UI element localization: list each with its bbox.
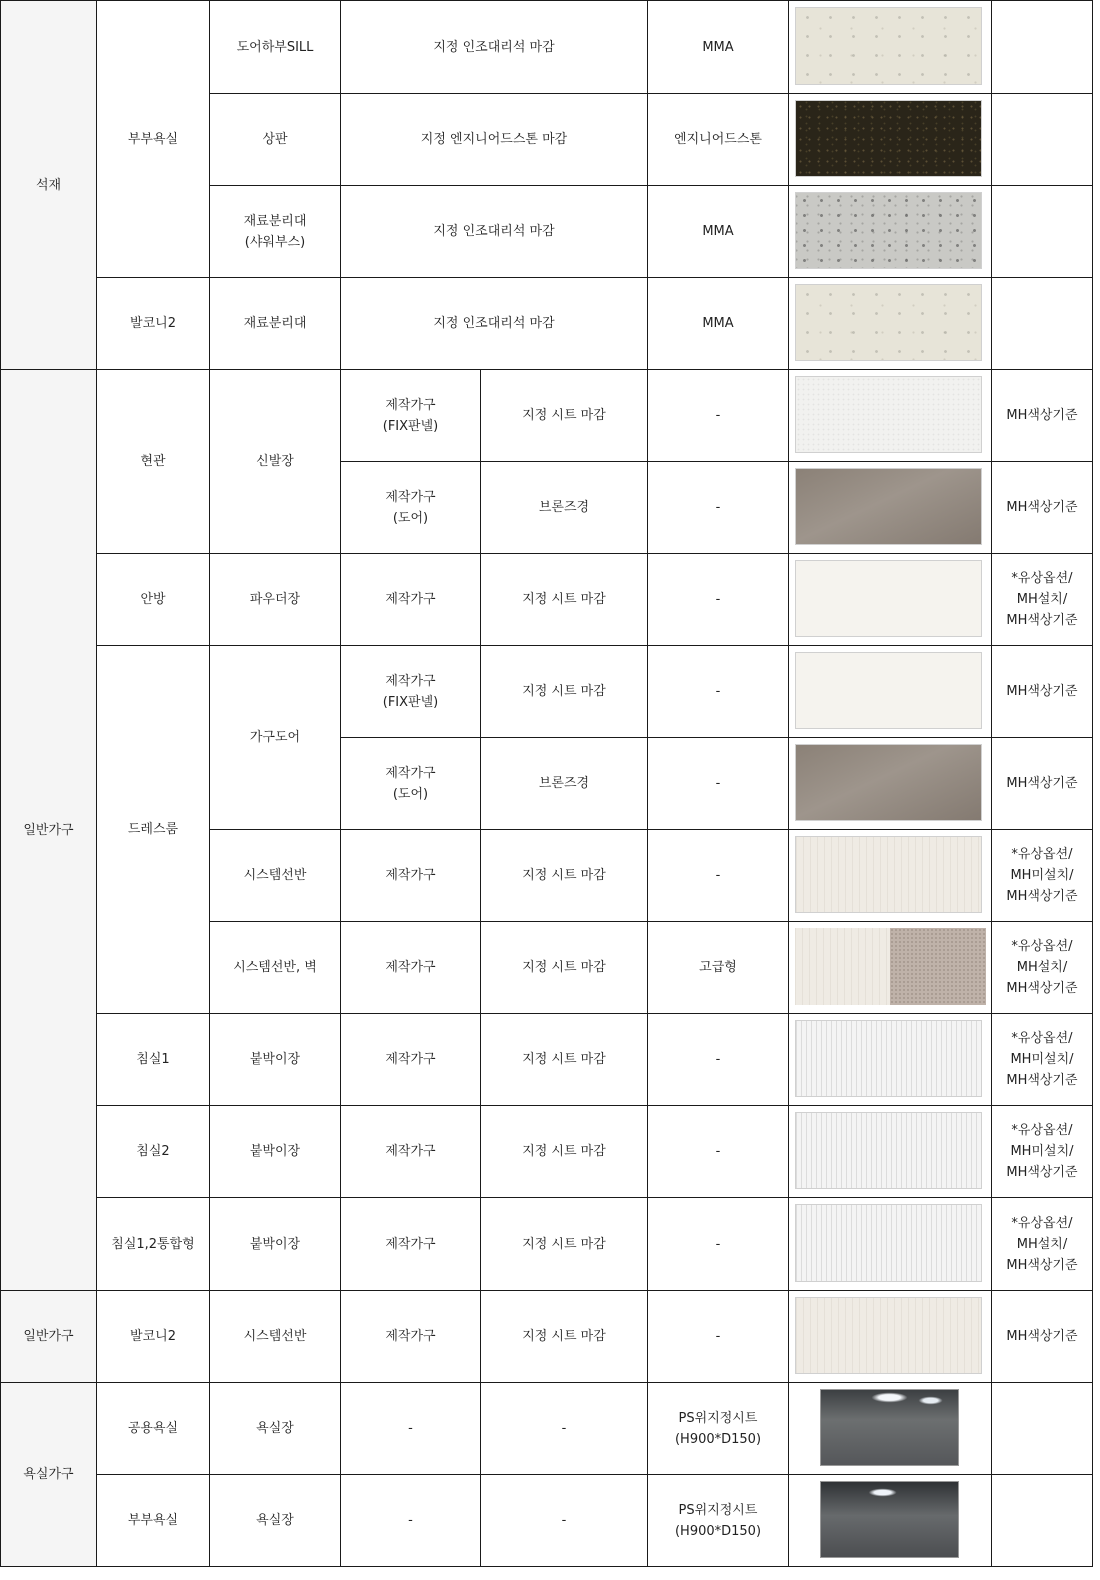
grid-line-h	[96, 645, 1093, 646]
item-cell-text: 붙박이장	[249, 1236, 301, 1252]
grid-line-h	[0, 369, 1093, 370]
type-cell-text: 제작가구 (FIX판넬)	[382, 397, 439, 434]
spec-cell-text: 지정 시트 마감	[522, 1052, 606, 1067]
spec-cell-text: 지정 시트 마감	[522, 408, 606, 423]
note-cell	[992, 1198, 1092, 1290]
category-cell-text: 일반가구	[23, 822, 74, 838]
spec-cell	[481, 462, 647, 553]
grid-line-v	[96, 0, 97, 1567]
note-cell	[992, 554, 1092, 645]
note-cell	[992, 94, 1092, 185]
item-cell	[210, 1198, 340, 1290]
note-cell	[992, 462, 1092, 553]
room-cell	[97, 1198, 209, 1290]
spec-cell	[481, 1291, 647, 1382]
item-cell	[210, 370, 340, 553]
type-cell	[341, 1475, 480, 1566]
grade-cell	[648, 554, 788, 645]
room-cell-text: 부부욕실	[127, 1513, 179, 1528]
spec-cell	[481, 830, 647, 921]
item-cell-text: 재료분리대 (샤워부스)	[243, 213, 307, 250]
room-cell-text: 침실1,2통합형	[111, 1236, 195, 1252]
note-cell	[992, 1383, 1092, 1474]
grid-line-v	[480, 369, 481, 1567]
note-cell-text: *유상옵션/ MH미설치/ MH색상기준	[1006, 1031, 1078, 1088]
note-cell	[992, 278, 1092, 369]
room-cell-text: 안방	[140, 592, 166, 607]
material-swatch	[795, 1204, 982, 1282]
note-cell	[992, 646, 1092, 737]
grid-line-h	[96, 277, 1093, 278]
item-cell	[210, 94, 340, 185]
spec-cell-text: 지정 인조대리석 마감	[433, 316, 555, 331]
note-cell	[992, 738, 1092, 829]
note-cell-text: MH색상기준	[1006, 684, 1078, 699]
grid-line-v	[209, 0, 210, 1567]
item-cell	[210, 1383, 340, 1474]
grade-cell-text: PS위지정시트 (H900*D150)	[674, 1410, 762, 1447]
spec-cell	[481, 1383, 647, 1474]
grade-cell-text: -	[715, 776, 721, 791]
room-cell-text: 부부욕실	[127, 131, 179, 147]
note-cell-text: *유상옵션/ MH설치/ MH색상기준	[1006, 939, 1078, 996]
spec-cell-text: -	[561, 1421, 567, 1436]
note-cell	[992, 370, 1092, 461]
room-cell	[97, 278, 209, 369]
grid-line-h	[0, 1290, 1093, 1291]
grid-line-h	[340, 737, 1093, 738]
item-cell-text: 붙박이장	[249, 1144, 301, 1159]
item-cell	[210, 830, 340, 921]
grid-line-h	[96, 553, 1093, 554]
spec-cell-text: 브론즈경	[538, 776, 590, 791]
item-cell-text: 도어하부SILL	[236, 39, 314, 55]
grid-line-h	[209, 829, 1093, 830]
item-cell	[210, 1, 340, 93]
room-cell-text: 공용욕실	[127, 1421, 179, 1436]
spec-cell	[481, 738, 647, 829]
grid-line-h	[0, 0, 1093, 1]
material-swatch	[795, 376, 982, 453]
grid-line-h	[96, 1197, 1093, 1198]
room-cell-text: 드레스룸	[127, 822, 179, 837]
grade-cell	[648, 738, 788, 829]
type-cell	[341, 1106, 480, 1197]
grid-line-h	[209, 185, 1093, 186]
material-swatch	[795, 560, 982, 637]
item-cell-text: 시스템선반, 벽	[233, 960, 317, 975]
item-cell	[210, 1106, 340, 1197]
item-cell	[210, 554, 340, 645]
type-cell-text: 제작가구	[385, 1329, 436, 1344]
grade-cell-text: 엔지니어드스톤	[674, 132, 762, 147]
room-cell	[97, 370, 209, 553]
room-cell-text: 발코니2	[130, 1329, 176, 1344]
type-cell	[341, 1198, 480, 1290]
grade-cell	[648, 1383, 788, 1474]
grid-line-h	[96, 1013, 1093, 1014]
grade-cell-text: -	[715, 408, 721, 423]
note-cell	[992, 1475, 1092, 1566]
item-cell	[210, 278, 340, 369]
item-cell-text: 시스템선반	[243, 1329, 307, 1344]
spec-cell-text: 지정 시트 마감	[522, 1144, 606, 1159]
room-cell-text: 침실2	[136, 1144, 170, 1159]
grade-cell	[648, 186, 788, 277]
grid-line-h	[0, 1382, 1093, 1383]
category-cell-text: 욕실가구	[23, 1467, 74, 1482]
note-cell-text: MH색상기준	[1006, 500, 1078, 515]
note-cell-text: *유상옵션/ MH설치/ MH색상기준	[1006, 571, 1078, 628]
spec-cell	[341, 186, 647, 277]
item-cell-text: 신발장	[256, 454, 294, 469]
cabinet-photo	[820, 1481, 959, 1558]
spec-cell	[481, 922, 647, 1013]
material-swatch	[795, 836, 982, 913]
item-cell-text: 시스템선반	[243, 868, 307, 883]
grid-line-v	[788, 0, 789, 1567]
grid-line-h	[209, 93, 1093, 94]
item-cell-text: 욕실장	[256, 1513, 294, 1528]
note-cell	[992, 830, 1092, 921]
spec-cell	[341, 94, 647, 185]
spec-cell-text: 지정 시트 마감	[522, 592, 606, 607]
item-cell-text: 파우더장	[249, 592, 301, 607]
grade-cell	[648, 922, 788, 1013]
note-cell	[992, 1014, 1092, 1105]
spec-cell	[341, 1, 647, 93]
grade-cell-text: -	[715, 592, 721, 607]
item-cell-text: 붙박이장	[249, 1052, 301, 1067]
item-cell-text: 욕실장	[256, 1421, 294, 1436]
grid-line-v	[991, 0, 992, 1567]
grade-cell	[648, 830, 788, 921]
note-cell-text: MH색상기준	[1006, 1329, 1078, 1344]
grid-line-h	[340, 461, 1093, 462]
note-cell-text: *유상옵션/ MH미설치/ MH색상기준	[1006, 847, 1078, 904]
material-swatch	[795, 1297, 982, 1374]
room-cell	[97, 646, 209, 1013]
grade-cell	[648, 1014, 788, 1105]
material-swatch	[795, 652, 982, 729]
grade-cell	[648, 646, 788, 737]
grid-line-v	[0, 0, 1, 1567]
note-cell	[992, 1106, 1092, 1197]
spec-cell	[481, 1198, 647, 1290]
grade-cell	[648, 1106, 788, 1197]
type-cell	[341, 922, 480, 1013]
spec-cell-text: 지정 시트 마감	[522, 1329, 606, 1344]
note-cell	[992, 922, 1092, 1013]
room-cell	[97, 1014, 209, 1105]
material-swatch	[795, 100, 982, 177]
material-swatch	[795, 1112, 982, 1189]
grade-cell	[648, 1, 788, 93]
spec-cell-text: 지정 엔지니어드스톤 마감	[420, 132, 568, 147]
material-swatch	[890, 928, 986, 1005]
grade-cell-text: 고급형	[699, 960, 737, 975]
room-cell-text: 현관	[140, 454, 166, 469]
grid-line-v	[340, 0, 341, 1567]
spec-cell-text: 지정 인조대리석 마감	[433, 39, 555, 55]
material-swatch	[795, 7, 982, 85]
item-cell	[210, 922, 340, 1013]
grade-cell	[648, 462, 788, 553]
type-cell-text: 제작가구	[385, 868, 436, 883]
room-cell	[97, 1291, 209, 1382]
item-cell-text: 재료분리대	[243, 316, 307, 331]
type-cell	[341, 830, 480, 921]
type-cell-text: 제작가구	[385, 592, 436, 607]
room-cell	[97, 1, 209, 277]
category-cell	[1, 1383, 96, 1566]
grade-cell	[648, 1198, 788, 1290]
grade-cell	[648, 94, 788, 185]
grid-line-h	[96, 1474, 1093, 1475]
spec-cell-text: 브론즈경	[538, 500, 590, 515]
grid-line-h	[209, 921, 1093, 922]
room-cell	[97, 1383, 209, 1474]
room-cell	[97, 1475, 209, 1566]
note-cell	[992, 1291, 1092, 1382]
spec-cell-text: 지정 시트 마감	[522, 684, 606, 699]
type-cell	[341, 1383, 480, 1474]
grade-cell-text: MMA	[702, 39, 734, 55]
item-cell	[210, 646, 340, 829]
cabinet-photo	[820, 1389, 959, 1466]
material-swatch	[795, 1020, 982, 1097]
category-cell-text: 석재	[35, 177, 62, 193]
room-cell	[97, 1106, 209, 1197]
spec-cell	[481, 370, 647, 461]
type-cell-text: 제작가구 (도어)	[385, 765, 436, 802]
grade-cell-text: -	[715, 1329, 721, 1344]
item-cell-text: 가구도어	[249, 730, 301, 745]
spec-cell-text: 지정 시트 마감	[522, 960, 606, 975]
grade-cell-text: PS위지정시트 (H900*D150)	[674, 1502, 762, 1539]
item-cell	[210, 1291, 340, 1382]
grid-line-h	[96, 1105, 1093, 1106]
spec-cell-text: 지정 시트 마감	[522, 868, 606, 883]
grid-line-v	[1092, 0, 1093, 1567]
grade-cell-text: -	[715, 868, 721, 883]
grid-line-v	[647, 0, 648, 1567]
grade-cell	[648, 1475, 788, 1566]
type-cell	[341, 554, 480, 645]
spec-cell	[481, 1014, 647, 1105]
material-swatch	[795, 928, 890, 1005]
type-cell	[341, 646, 480, 737]
grade-cell-text: -	[715, 684, 721, 699]
material-swatch	[795, 468, 982, 545]
grade-cell-text: -	[715, 1236, 721, 1252]
category-cell	[1, 1291, 96, 1382]
note-cell-text: MH색상기준	[1006, 408, 1078, 423]
type-cell-text: 제작가구	[385, 1144, 436, 1159]
item-cell	[210, 1475, 340, 1566]
spec-cell-text: 지정 시트 마감	[522, 1236, 606, 1252]
spec-cell	[481, 1475, 647, 1566]
material-swatch	[795, 744, 982, 821]
note-cell	[992, 186, 1092, 277]
type-cell-text: 제작가구	[385, 960, 436, 975]
item-cell-text: 상판	[262, 132, 288, 147]
grade-cell-text: MMA	[702, 224, 734, 239]
note-cell	[992, 1, 1092, 93]
spec-cell	[481, 554, 647, 645]
category-cell	[1, 370, 96, 1290]
grid-line-h	[0, 1566, 1093, 1567]
type-cell-text: 제작가구 (FIX판넬)	[382, 673, 439, 710]
room-cell-text: 침실1	[136, 1052, 170, 1067]
spec-cell	[481, 1106, 647, 1197]
grade-cell-text: -	[715, 1052, 721, 1067]
type-cell-text: 제작가구	[385, 1052, 436, 1067]
grade-cell-text: MMA	[702, 316, 734, 331]
grade-cell	[648, 1291, 788, 1382]
type-cell-text: -	[408, 1421, 413, 1436]
type-cell	[341, 738, 480, 829]
item-cell	[210, 1014, 340, 1105]
material-swatch	[795, 192, 982, 269]
type-cell-text: 제작가구 (도어)	[385, 489, 436, 526]
note-cell-text: *유상옵션/ MH설치/ MH색상기준	[1006, 1215, 1078, 1273]
type-cell-text: -	[408, 1513, 413, 1528]
note-cell-text: *유상옵션/ MH미설치/ MH색상기준	[1006, 1123, 1078, 1180]
spec-cell	[481, 646, 647, 737]
spec-cell-text: 지정 인조대리석 마감	[433, 224, 555, 239]
type-cell	[341, 462, 480, 553]
spec-cell-text: -	[561, 1513, 567, 1528]
type-cell	[341, 1291, 480, 1382]
category-cell-text: 일반가구	[23, 1329, 74, 1344]
type-cell-text: 제작가구	[385, 1236, 436, 1252]
room-cell-text: 발코니2	[130, 316, 176, 331]
grade-cell-text: -	[715, 500, 721, 515]
grade-cell	[648, 370, 788, 461]
type-cell	[341, 1014, 480, 1105]
grade-cell	[648, 278, 788, 369]
note-cell-text: MH색상기준	[1006, 776, 1078, 791]
material-swatch	[795, 284, 982, 361]
category-cell	[1, 1, 96, 369]
item-cell	[210, 186, 340, 277]
grade-cell-text: -	[715, 1144, 721, 1159]
type-cell	[341, 370, 480, 461]
room-cell	[97, 554, 209, 645]
spec-cell	[341, 278, 647, 369]
